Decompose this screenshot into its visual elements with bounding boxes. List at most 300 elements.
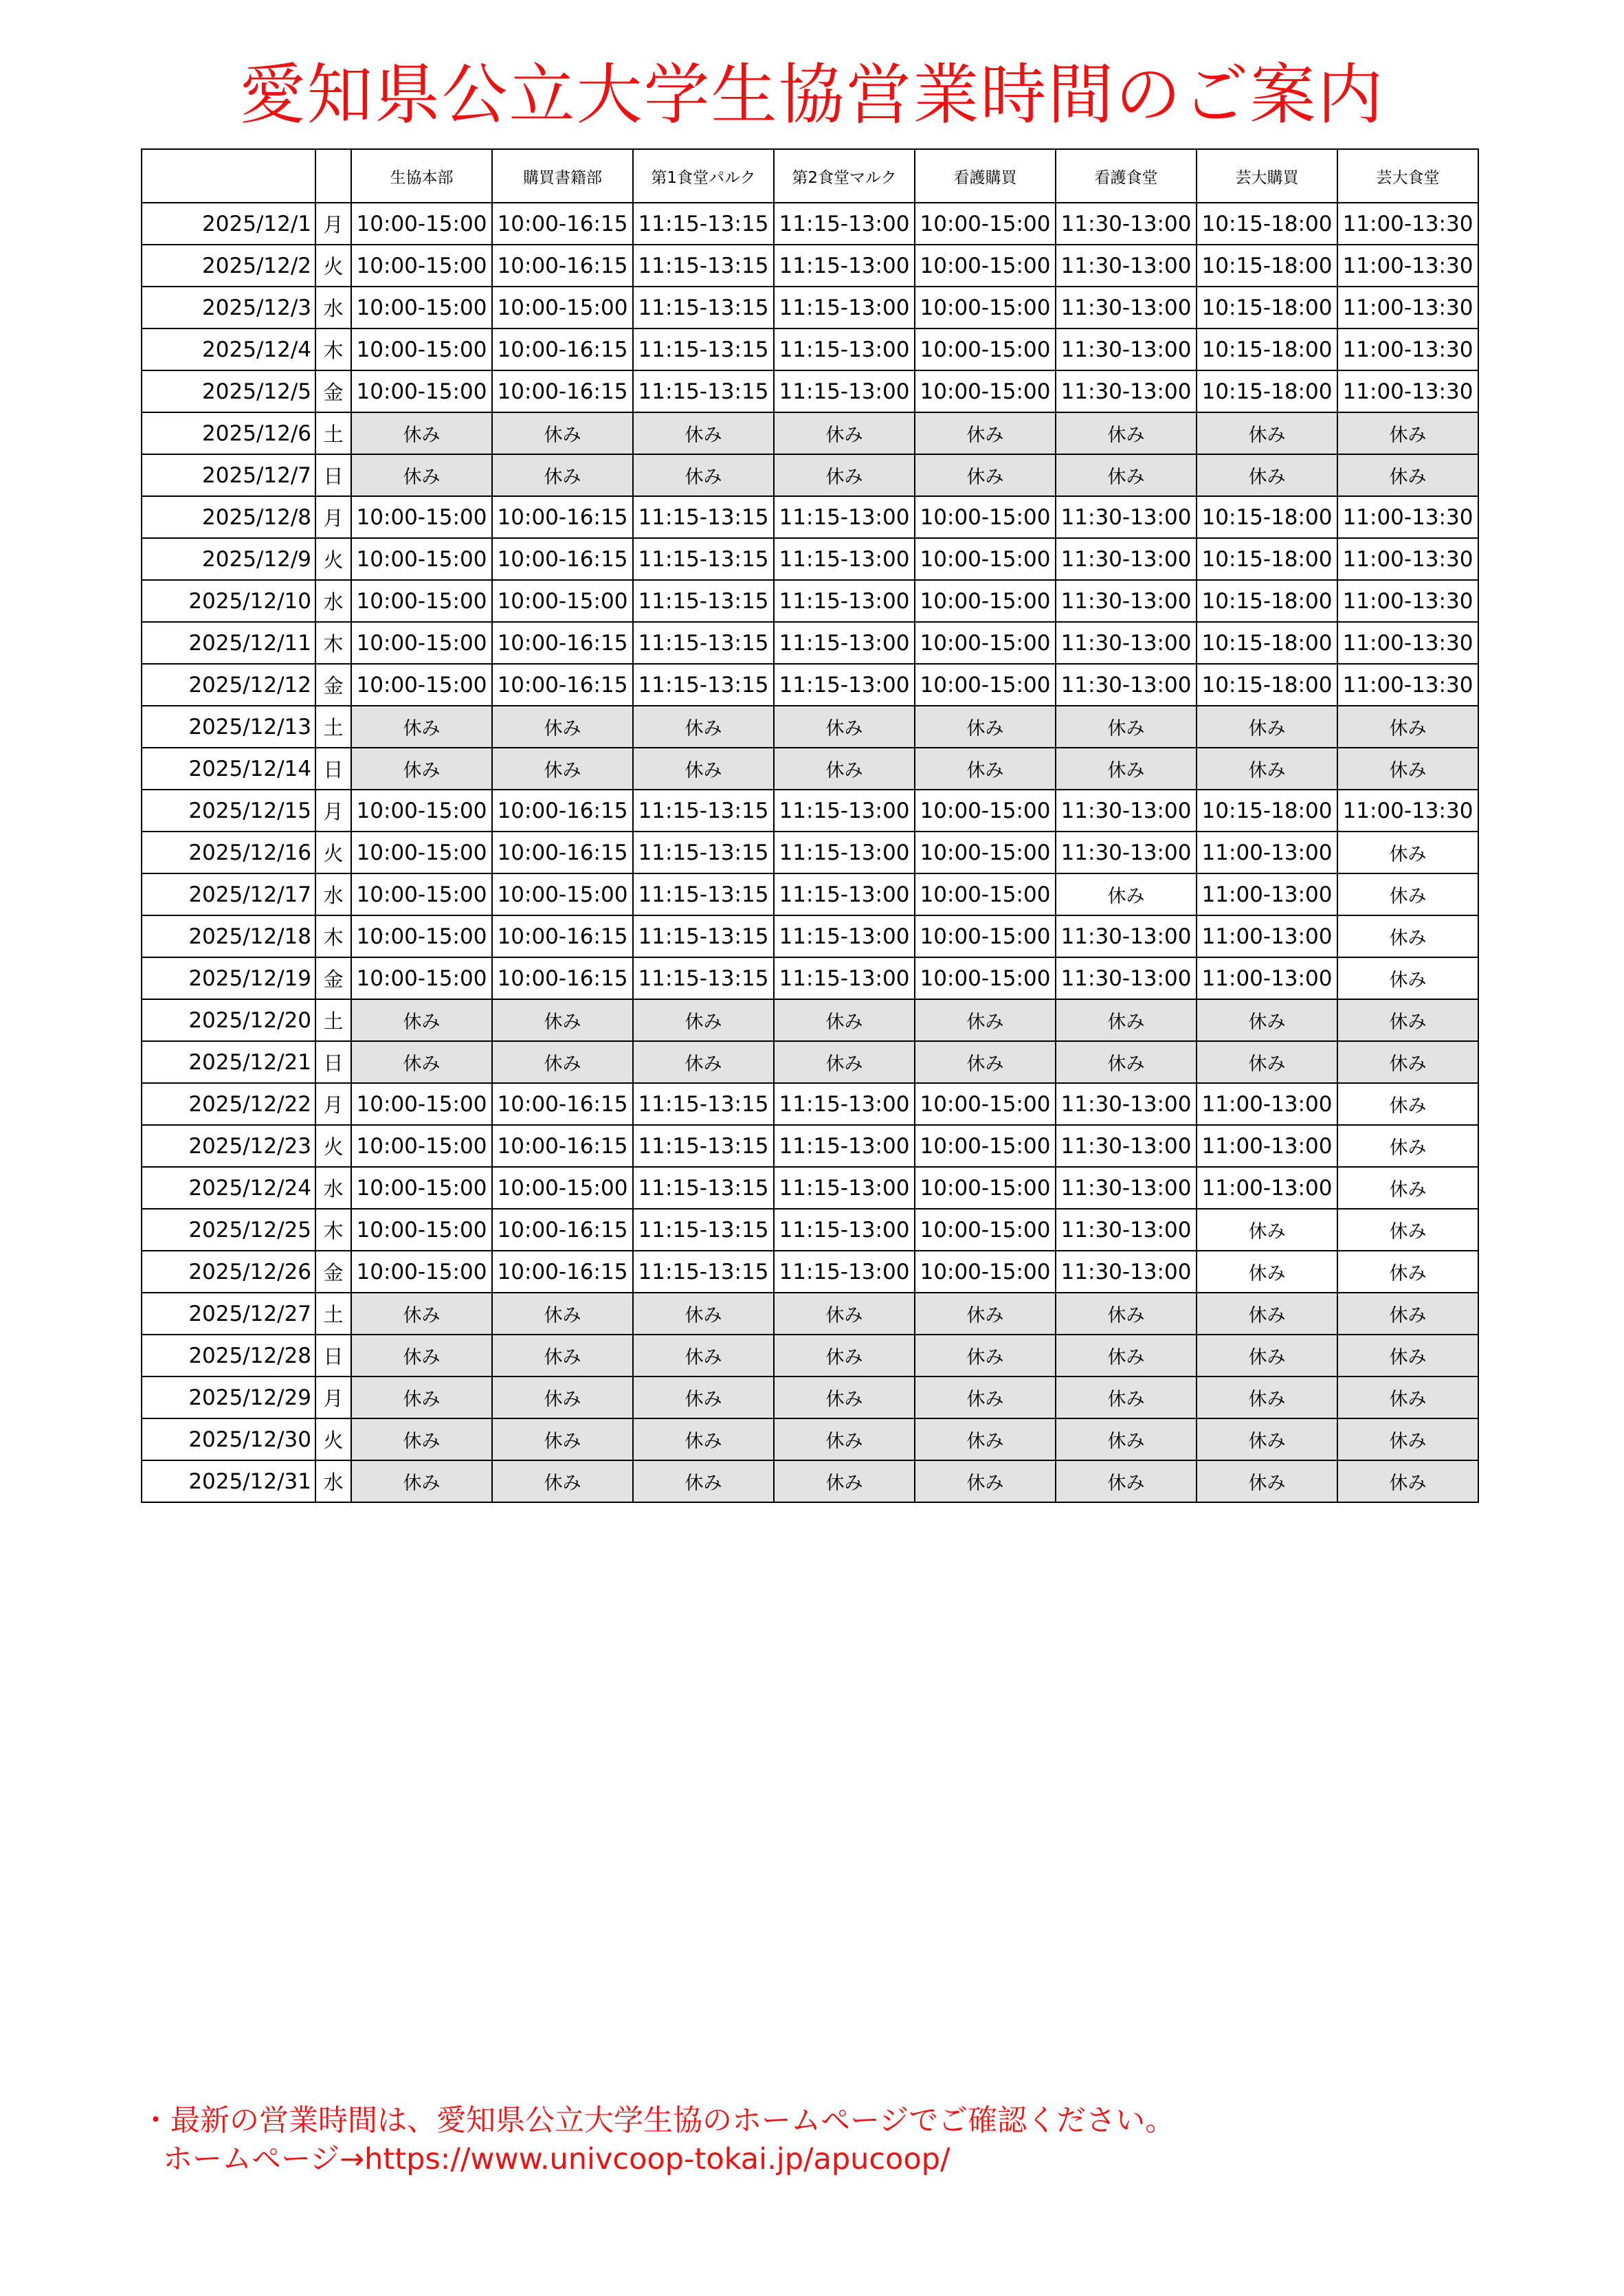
hours-cell: 休み <box>774 999 915 1041</box>
date-cell: 2025/12/24 <box>142 1167 315 1209</box>
hours-cell: 10:00-15:00 <box>351 622 492 664</box>
weekday-cell: 日 <box>315 748 351 790</box>
hours-cell: 休み <box>1197 1251 1337 1293</box>
hours-cell: 11:15-13:15 <box>633 790 774 832</box>
hours-cell: 休み <box>915 706 1056 748</box>
date-cell: 2025/12/15 <box>142 790 315 832</box>
table-row <box>142 1335 1478 1377</box>
weekday-cell: 火 <box>315 538 351 580</box>
hours-cell: 10:00-15:00 <box>915 328 1056 370</box>
hours-cell: 11:30-13:00 <box>1056 1209 1197 1251</box>
hours-cell: 10:00-15:00 <box>351 538 492 580</box>
hours-cell: 休み <box>633 1460 774 1502</box>
hours-cell: 11:30-13:00 <box>1056 287 1197 328</box>
date-cell: 2025/12/2 <box>142 245 315 287</box>
hours-cell: 11:15-13:00 <box>774 832 915 873</box>
hours-cell: 休み <box>1056 999 1197 1041</box>
hours-cell: 11:15-13:15 <box>633 832 774 873</box>
hours-cell: 10:00-15:00 <box>915 245 1056 287</box>
hours-cell: 休み <box>1197 412 1337 454</box>
hours-cell: 11:15-13:15 <box>633 664 774 706</box>
hours-cell: 休み <box>1056 454 1197 496</box>
weekday-cell: 金 <box>315 370 351 412</box>
date-cell: 2025/12/1 <box>142 203 315 245</box>
hours-cell: 休み <box>774 1335 915 1377</box>
schedule-table <box>141 148 1479 1503</box>
hours-cell: 休み <box>915 1041 1056 1083</box>
hours-cell: 休み <box>1056 706 1197 748</box>
hours-cell: 10:00-16:15 <box>492 1209 633 1251</box>
hours-cell: 休み <box>1337 1041 1478 1083</box>
hours-cell: 休み <box>633 1335 774 1377</box>
hours-cell: 休み <box>774 1377 915 1418</box>
hours-cell: 10:00-16:15 <box>492 203 633 245</box>
hours-cell: 10:00-15:00 <box>351 957 492 999</box>
weekday-cell: 金 <box>315 664 351 706</box>
date-cell: 2025/12/21 <box>142 1041 315 1083</box>
hours-cell: 11:00-13:30 <box>1337 203 1478 245</box>
date-cell: 2025/12/18 <box>142 915 315 957</box>
table-row <box>142 1460 1478 1502</box>
hours-cell: 休み <box>1197 1041 1337 1083</box>
date-cell: 2025/12/6 <box>142 412 315 454</box>
hours-cell: 11:15-13:15 <box>633 245 774 287</box>
table-row <box>142 748 1478 790</box>
hours-cell: 休み <box>1056 1377 1197 1418</box>
date-cell: 2025/12/26 <box>142 1251 315 1293</box>
table-row <box>142 790 1478 832</box>
hours-cell: 休み <box>1197 1335 1337 1377</box>
date-cell: 2025/12/30 <box>142 1418 315 1460</box>
table-row <box>142 664 1478 706</box>
hours-cell: 11:15-13:15 <box>633 538 774 580</box>
table-row <box>142 1041 1478 1083</box>
hours-cell: 10:15-18:00 <box>1197 664 1337 706</box>
hours-cell: 休み <box>1056 1293 1197 1335</box>
hours-cell: 11:15-13:15 <box>633 370 774 412</box>
hours-cell: 11:00-13:30 <box>1337 622 1478 664</box>
hours-cell: 休み <box>1337 412 1478 454</box>
hours-cell: 11:00-13:30 <box>1337 328 1478 370</box>
header-store-3: 第1食堂パルク <box>633 149 774 203</box>
hours-cell: 休み <box>774 706 915 748</box>
weekday-cell: 土 <box>315 412 351 454</box>
hours-cell: 休み <box>633 748 774 790</box>
header-store-6: 看護食堂 <box>1056 149 1197 203</box>
hours-cell: 休み <box>633 1293 774 1335</box>
hours-cell: 10:00-15:00 <box>915 1083 1056 1125</box>
hours-cell: 休み <box>915 412 1056 454</box>
header-store-8: 芸大食堂 <box>1337 149 1478 203</box>
hours-cell: 11:15-13:15 <box>633 496 774 538</box>
hours-cell: 11:30-13:00 <box>1056 538 1197 580</box>
hours-cell: 11:00-13:00 <box>1197 832 1337 873</box>
hours-cell: 11:15-13:15 <box>633 957 774 999</box>
header-store-7: 芸大購買 <box>1197 149 1337 203</box>
hours-cell: 休み <box>492 1293 633 1335</box>
hours-cell: 休み <box>1056 1335 1197 1377</box>
hours-cell: 休み <box>915 1377 1056 1418</box>
hours-cell: 休み <box>774 412 915 454</box>
weekday-cell: 土 <box>315 706 351 748</box>
weekday-cell: 土 <box>315 999 351 1041</box>
hours-cell: 休み <box>1337 999 1478 1041</box>
hours-cell: 休み <box>633 999 774 1041</box>
hours-cell: 10:00-15:00 <box>915 957 1056 999</box>
hours-cell: 10:00-15:00 <box>915 1209 1056 1251</box>
hours-cell: 11:15-13:00 <box>774 664 915 706</box>
hours-cell: 10:15-18:00 <box>1197 287 1337 328</box>
weekday-cell: 金 <box>315 1251 351 1293</box>
hours-cell: 10:00-15:00 <box>351 496 492 538</box>
hours-cell: 休み <box>492 706 633 748</box>
table-row <box>142 287 1478 328</box>
hours-cell: 10:00-15:00 <box>915 664 1056 706</box>
hours-cell: 休み <box>1337 1167 1478 1209</box>
hours-cell: 休み <box>1337 748 1478 790</box>
hours-cell: 10:00-16:15 <box>492 370 633 412</box>
notes-line-2: ホームページ→https://www.univcoop-tokai.jp/apucoop/ <box>163 2142 950 2176</box>
table-row <box>142 915 1478 957</box>
date-cell: 2025/12/22 <box>142 1083 315 1125</box>
weekday-cell: 火 <box>315 245 351 287</box>
hours-cell: 休み <box>1337 1335 1478 1377</box>
hours-cell: 11:15-13:15 <box>633 1083 774 1125</box>
hours-cell: 11:15-13:15 <box>633 873 774 915</box>
hours-cell: 10:00-15:00 <box>492 580 633 622</box>
hours-cell: 休み <box>915 999 1056 1041</box>
hours-cell: 10:00-16:15 <box>492 328 633 370</box>
table-row <box>142 832 1478 873</box>
hours-cell: 休み <box>1197 1293 1337 1335</box>
hours-cell: 休み <box>492 1377 633 1418</box>
hours-cell: 10:00-15:00 <box>915 873 1056 915</box>
hours-cell: 11:00-13:30 <box>1337 580 1478 622</box>
hours-cell: 休み <box>633 1418 774 1460</box>
date-cell: 2025/12/9 <box>142 538 315 580</box>
hours-cell: 休み <box>1197 706 1337 748</box>
hours-cell: 休み <box>1197 1460 1337 1502</box>
hours-cell: 11:15-13:15 <box>633 203 774 245</box>
hours-cell: 11:30-13:00 <box>1056 370 1197 412</box>
hours-cell: 11:15-13:15 <box>633 915 774 957</box>
hours-cell: 10:00-15:00 <box>915 203 1056 245</box>
weekday-cell: 月 <box>315 496 351 538</box>
date-cell: 2025/12/7 <box>142 454 315 496</box>
hours-cell: 10:00-16:15 <box>492 664 633 706</box>
weekday-cell: 日 <box>315 454 351 496</box>
weekday-cell: 火 <box>315 1418 351 1460</box>
hours-cell: 11:15-13:00 <box>774 496 915 538</box>
hours-cell: 休み <box>633 706 774 748</box>
hours-cell: 休み <box>915 1460 1056 1502</box>
hours-cell: 10:00-15:00 <box>351 832 492 873</box>
hours-cell: 休み <box>915 748 1056 790</box>
hours-cell: 11:15-13:15 <box>633 1167 774 1209</box>
hours-cell: 10:00-15:00 <box>351 1167 492 1209</box>
date-cell: 2025/12/27 <box>142 1293 315 1335</box>
hours-cell: 休み <box>774 1460 915 1502</box>
weekday-cell: 火 <box>315 1125 351 1167</box>
hours-cell: 10:15-18:00 <box>1197 622 1337 664</box>
hours-cell: 休み <box>1197 1377 1337 1418</box>
hours-cell: 11:15-13:00 <box>774 957 915 999</box>
hours-cell: 10:00-15:00 <box>915 370 1056 412</box>
hours-cell: 11:00-13:00 <box>1197 957 1337 999</box>
hours-cell: 10:00-16:15 <box>492 538 633 580</box>
hours-cell: 10:15-18:00 <box>1197 790 1337 832</box>
weekday-cell: 水 <box>315 1167 351 1209</box>
hours-cell: 11:00-13:30 <box>1337 287 1478 328</box>
date-cell: 2025/12/4 <box>142 328 315 370</box>
hours-cell: 10:00-15:00 <box>351 1209 492 1251</box>
weekday-cell: 水 <box>315 1460 351 1502</box>
header-dow-cell <box>315 149 351 203</box>
hours-cell: 休み <box>1337 1418 1478 1460</box>
hours-cell: 10:00-15:00 <box>915 538 1056 580</box>
hours-cell: 10:00-15:00 <box>915 1125 1056 1167</box>
weekday-cell: 月 <box>315 1083 351 1125</box>
hours-cell: 休み <box>351 1418 492 1460</box>
hours-cell: 11:15-13:00 <box>774 370 915 412</box>
hours-cell: 休み <box>633 412 774 454</box>
hours-cell: 11:30-13:00 <box>1056 1083 1197 1125</box>
hours-cell: 11:15-13:00 <box>774 790 915 832</box>
hours-cell: 11:30-13:00 <box>1056 496 1197 538</box>
date-cell: 2025/12/5 <box>142 370 315 412</box>
hours-cell: 11:15-13:00 <box>774 287 915 328</box>
hours-cell: 休み <box>1337 915 1478 957</box>
date-cell: 2025/12/16 <box>142 832 315 873</box>
hours-cell: 10:00-15:00 <box>351 370 492 412</box>
hours-cell: 休み <box>915 1418 1056 1460</box>
hours-cell: 10:00-15:00 <box>351 790 492 832</box>
header-store-5: 看護購買 <box>915 149 1056 203</box>
hours-cell: 休み <box>774 1418 915 1460</box>
schedule-body <box>142 203 1478 1502</box>
hours-cell: 10:00-15:00 <box>492 1167 633 1209</box>
notes-line-1: ・最新の営業時間は、愛知県公立大学生協のホームページでご確認ください。 <box>141 2104 1175 2138</box>
hours-cell: 10:00-15:00 <box>915 287 1056 328</box>
table-row <box>142 538 1478 580</box>
hours-cell: 11:30-13:00 <box>1056 957 1197 999</box>
weekday-cell: 木 <box>315 915 351 957</box>
hours-cell: 休み <box>492 1418 633 1460</box>
date-cell: 2025/12/23 <box>142 1125 315 1167</box>
hours-cell: 休み <box>633 454 774 496</box>
date-cell: 2025/12/3 <box>142 287 315 328</box>
hours-cell: 11:15-13:00 <box>774 1251 915 1293</box>
table-header-row <box>142 149 1478 203</box>
table-row <box>142 622 1478 664</box>
date-cell: 2025/12/29 <box>142 1377 315 1418</box>
hours-cell: 休み <box>351 1377 492 1418</box>
hours-cell: 休み <box>351 706 492 748</box>
table-row <box>142 496 1478 538</box>
hours-cell: 休み <box>492 999 633 1041</box>
hours-cell: 11:15-13:15 <box>633 328 774 370</box>
hours-cell: 休み <box>351 1335 492 1377</box>
table-row <box>142 1377 1478 1418</box>
hours-cell: 休み <box>492 412 633 454</box>
hours-cell: 11:00-13:30 <box>1337 790 1478 832</box>
hours-cell: 休み <box>1337 1083 1478 1125</box>
weekday-cell: 土 <box>315 1293 351 1335</box>
hours-cell: 10:00-16:15 <box>492 915 633 957</box>
hours-cell: 11:15-13:00 <box>774 1167 915 1209</box>
hours-cell: 11:30-13:00 <box>1056 664 1197 706</box>
hours-cell: 休み <box>1197 454 1337 496</box>
hours-cell: 11:30-13:00 <box>1056 328 1197 370</box>
table-row <box>142 328 1478 370</box>
hours-cell: 11:00-13:30 <box>1337 538 1478 580</box>
date-cell: 2025/12/20 <box>142 999 315 1041</box>
date-cell: 2025/12/19 <box>142 957 315 999</box>
table-row <box>142 873 1478 915</box>
hours-cell: 10:15-18:00 <box>1197 580 1337 622</box>
table-row <box>142 957 1478 999</box>
header-store-1: 生協本部 <box>351 149 492 203</box>
hours-cell: 10:00-16:15 <box>492 957 633 999</box>
hours-cell: 休み <box>1056 1460 1197 1502</box>
weekday-cell: 月 <box>315 203 351 245</box>
hours-cell: 11:15-13:00 <box>774 915 915 957</box>
hours-cell: 休み <box>351 1293 492 1335</box>
hours-cell: 11:30-13:00 <box>1056 622 1197 664</box>
hours-cell: 11:15-13:15 <box>633 622 774 664</box>
hours-cell: 10:00-15:00 <box>351 328 492 370</box>
hours-cell: 11:00-13:30 <box>1337 496 1478 538</box>
hours-cell: 休み <box>1197 999 1337 1041</box>
hours-cell: 11:15-13:00 <box>774 1125 915 1167</box>
hours-cell: 11:15-13:00 <box>774 328 915 370</box>
hours-cell: 10:15-18:00 <box>1197 203 1337 245</box>
hours-cell: 休み <box>351 748 492 790</box>
hours-cell: 11:00-13:00 <box>1197 1083 1337 1125</box>
table-row <box>142 1418 1478 1460</box>
hours-cell: 休み <box>1197 748 1337 790</box>
hours-cell: 10:00-16:15 <box>492 1083 633 1125</box>
hours-cell: 11:15-13:00 <box>774 622 915 664</box>
hours-cell: 休み <box>351 999 492 1041</box>
hours-cell: 10:00-16:15 <box>492 245 633 287</box>
hours-cell: 11:15-13:00 <box>774 873 915 915</box>
hours-cell: 10:00-15:00 <box>492 287 633 328</box>
weekday-cell: 水 <box>315 873 351 915</box>
hours-cell: 10:00-15:00 <box>915 832 1056 873</box>
hours-cell: 11:30-13:00 <box>1056 1125 1197 1167</box>
table-row <box>142 580 1478 622</box>
weekday-cell: 水 <box>315 580 351 622</box>
hours-cell: 10:00-15:00 <box>492 873 633 915</box>
hours-cell: 10:00-16:15 <box>492 1125 633 1167</box>
notes <box>141 2102 1175 2178</box>
hours-cell: 11:30-13:00 <box>1056 245 1197 287</box>
hours-cell: 11:15-13:15 <box>633 1251 774 1293</box>
weekday-cell: 月 <box>315 790 351 832</box>
hours-cell: 10:00-15:00 <box>351 245 492 287</box>
date-cell: 2025/12/14 <box>142 748 315 790</box>
hours-cell: 休み <box>633 1377 774 1418</box>
hours-cell: 休み <box>351 1460 492 1502</box>
table-row <box>142 1209 1478 1251</box>
hours-cell: 休み <box>1337 1377 1478 1418</box>
table-row <box>142 706 1478 748</box>
hours-cell: 10:00-15:00 <box>915 580 1056 622</box>
hours-cell: 10:00-15:00 <box>915 496 1056 538</box>
weekday-cell: 木 <box>315 1209 351 1251</box>
weekday-cell: 木 <box>315 622 351 664</box>
hours-cell: 10:15-18:00 <box>1197 328 1337 370</box>
hours-cell: 休み <box>915 454 1056 496</box>
date-cell: 2025/12/8 <box>142 496 315 538</box>
hours-cell: 11:30-13:00 <box>1056 832 1197 873</box>
hours-cell: 10:00-15:00 <box>351 664 492 706</box>
hours-cell: 休み <box>774 748 915 790</box>
table-row <box>142 999 1478 1041</box>
hours-cell: 10:00-15:00 <box>915 915 1056 957</box>
table-row <box>142 1167 1478 1209</box>
hours-cell: 10:15-18:00 <box>1197 370 1337 412</box>
hours-cell: 10:15-18:00 <box>1197 496 1337 538</box>
weekday-cell: 金 <box>315 957 351 999</box>
hours-cell: 10:00-15:00 <box>915 790 1056 832</box>
hours-cell: 10:00-15:00 <box>351 203 492 245</box>
table-row <box>142 1251 1478 1293</box>
hours-cell: 11:15-13:15 <box>633 580 774 622</box>
date-cell: 2025/12/11 <box>142 622 315 664</box>
weekday-cell: 木 <box>315 328 351 370</box>
table-row <box>142 454 1478 496</box>
hours-cell: 10:15-18:00 <box>1197 245 1337 287</box>
hours-cell: 10:00-15:00 <box>351 1083 492 1125</box>
date-cell: 2025/12/13 <box>142 706 315 748</box>
hours-cell: 11:00-13:00 <box>1197 915 1337 957</box>
hours-cell: 休み <box>1337 454 1478 496</box>
hours-cell: 11:30-13:00 <box>1056 1167 1197 1209</box>
hours-cell: 11:15-13:00 <box>774 580 915 622</box>
date-cell: 2025/12/17 <box>142 873 315 915</box>
hours-cell: 11:00-13:00 <box>1197 873 1337 915</box>
table-row <box>142 370 1478 412</box>
hours-cell: 11:00-13:00 <box>1197 1125 1337 1167</box>
hours-cell: 休み <box>1056 412 1197 454</box>
hours-cell: 10:00-15:00 <box>351 915 492 957</box>
hours-cell: 11:15-13:15 <box>633 1125 774 1167</box>
hours-cell: 10:15-18:00 <box>1197 538 1337 580</box>
table-row <box>142 245 1478 287</box>
hours-cell: 休み <box>351 1041 492 1083</box>
hours-cell: 休み <box>1056 748 1197 790</box>
hours-cell: 10:00-15:00 <box>915 622 1056 664</box>
hours-cell: 休み <box>1337 1460 1478 1502</box>
date-cell: 2025/12/28 <box>142 1335 315 1377</box>
hours-cell: 休み <box>351 454 492 496</box>
header-store-4: 第2食堂マルク <box>774 149 915 203</box>
table-row <box>142 1293 1478 1335</box>
hours-cell: 10:00-15:00 <box>351 287 492 328</box>
hours-cell: 休み <box>774 1293 915 1335</box>
hours-cell: 休み <box>1197 1209 1337 1251</box>
hours-cell: 10:00-16:15 <box>492 496 633 538</box>
hours-cell: 休み <box>774 1041 915 1083</box>
weekday-cell: 月 <box>315 1377 351 1418</box>
hours-cell: 休み <box>1056 873 1197 915</box>
table-row <box>142 1125 1478 1167</box>
weekday-cell: 水 <box>315 287 351 328</box>
hours-cell: 休み <box>1337 873 1478 915</box>
hours-cell: 10:00-16:15 <box>492 1251 633 1293</box>
